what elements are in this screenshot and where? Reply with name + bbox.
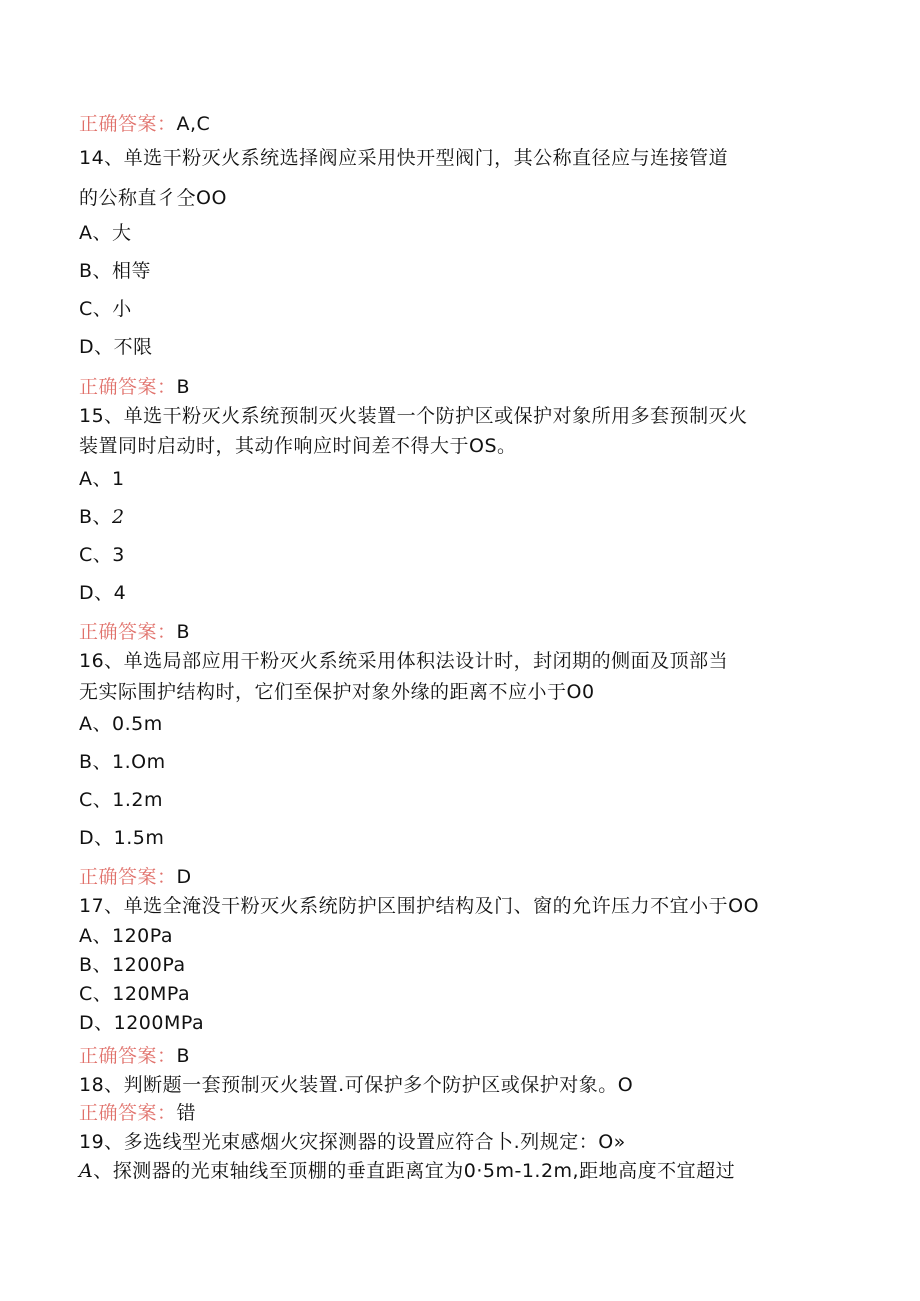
q19-option-a xyxy=(79,1158,735,1184)
answer-line-q18 xyxy=(79,1100,196,1126)
q19-option-a-text: 、探测器的光束轴线至顶棚的垂直距离宜为0·5m-1.2m,距地高度不宜超过 xyxy=(93,1160,736,1182)
answer-label: 正确答案： xyxy=(79,621,177,643)
question-14-line-1: 14、单选干粉灭火系统选择阀应采用快开型阀门，其公称直径应与连接管道 xyxy=(79,147,729,169)
q15-option-c: C、3 xyxy=(79,544,125,566)
question-14-line-2: 的公称直彳仝OO xyxy=(79,187,227,209)
q17-option-d: D、1200MPa xyxy=(79,1012,205,1034)
answer-label: 正确答案： xyxy=(79,376,177,398)
q15-option-b-value: 2 xyxy=(112,506,125,528)
answer-value-q17: B xyxy=(176,1045,191,1067)
answer-value-q16: D xyxy=(176,866,192,888)
question-15-line-1: 15、单选干粉灭火系统预制灭火装置一个防护区或保护对象所用多套预制灭火 xyxy=(79,405,748,427)
q16-option-a: A、0.5m xyxy=(79,713,163,735)
answer-line-q16 xyxy=(79,864,192,890)
q16-option-b: B、1.Om xyxy=(79,751,166,773)
q17-option-c: C、120MPa xyxy=(79,983,191,1005)
answer-label: 正确答案： xyxy=(79,113,177,135)
answer-label: 正确答案： xyxy=(79,1102,177,1124)
q19-option-a-letter: A xyxy=(79,1160,94,1182)
question-17-line-1: 17、单选全淹没干粉灭火系统防护区围护结构及门、窗的允许压力不宜小于OO xyxy=(79,895,760,917)
q14-option-d: D、不限 xyxy=(79,336,153,358)
answer-label: 正确答案： xyxy=(79,1045,177,1067)
question-16-line-1: 16、单选局部应用干粉灭火系统采用体积法设计时，封闭期的侧面及顶部当 xyxy=(79,650,729,672)
answer-value-q18: 错 xyxy=(176,1102,197,1124)
q17-option-a: A、120Pa xyxy=(79,925,174,947)
q15-option-a: A、1 xyxy=(79,468,125,490)
answer-line-q17 xyxy=(79,1043,190,1069)
q14-option-a: A、大 xyxy=(79,222,132,244)
q17-option-b: B、1200Pa xyxy=(79,954,186,976)
q16-option-c: C、1.2m xyxy=(79,789,163,811)
answer-line-q14 xyxy=(79,374,190,400)
q15-option-b-prefix: B、 xyxy=(79,506,113,528)
answer-line-q13 xyxy=(79,111,210,137)
q14-option-b: B、相等 xyxy=(79,260,152,282)
answer-line-q15 xyxy=(79,619,190,645)
question-18-line-1: 18、判断题一套预制灭火装置.可保护多个防护区或保护对象。O xyxy=(79,1074,634,1096)
question-19-line-1: 19、多选线型光束感烟火灾探测器的设置应符合卜.列规定：O» xyxy=(79,1131,626,1153)
answer-value-q15: B xyxy=(176,621,191,643)
q15-option-d: D、4 xyxy=(79,582,127,604)
answer-value-q13: A,C xyxy=(176,113,211,135)
question-15-line-2: 装置同时启动时，其动作响应时间差不得大于OS。 xyxy=(79,435,517,457)
question-16-line-2: 无实际围护结构时，它们至保护对象外缘的距离不应小于O0 xyxy=(79,681,595,703)
q14-option-c: C、小 xyxy=(79,298,132,320)
q15-option-b xyxy=(79,504,125,530)
answer-value-q14: B xyxy=(176,376,191,398)
q16-option-d: D、1.5m xyxy=(79,827,165,849)
answer-label: 正确答案： xyxy=(79,866,177,888)
